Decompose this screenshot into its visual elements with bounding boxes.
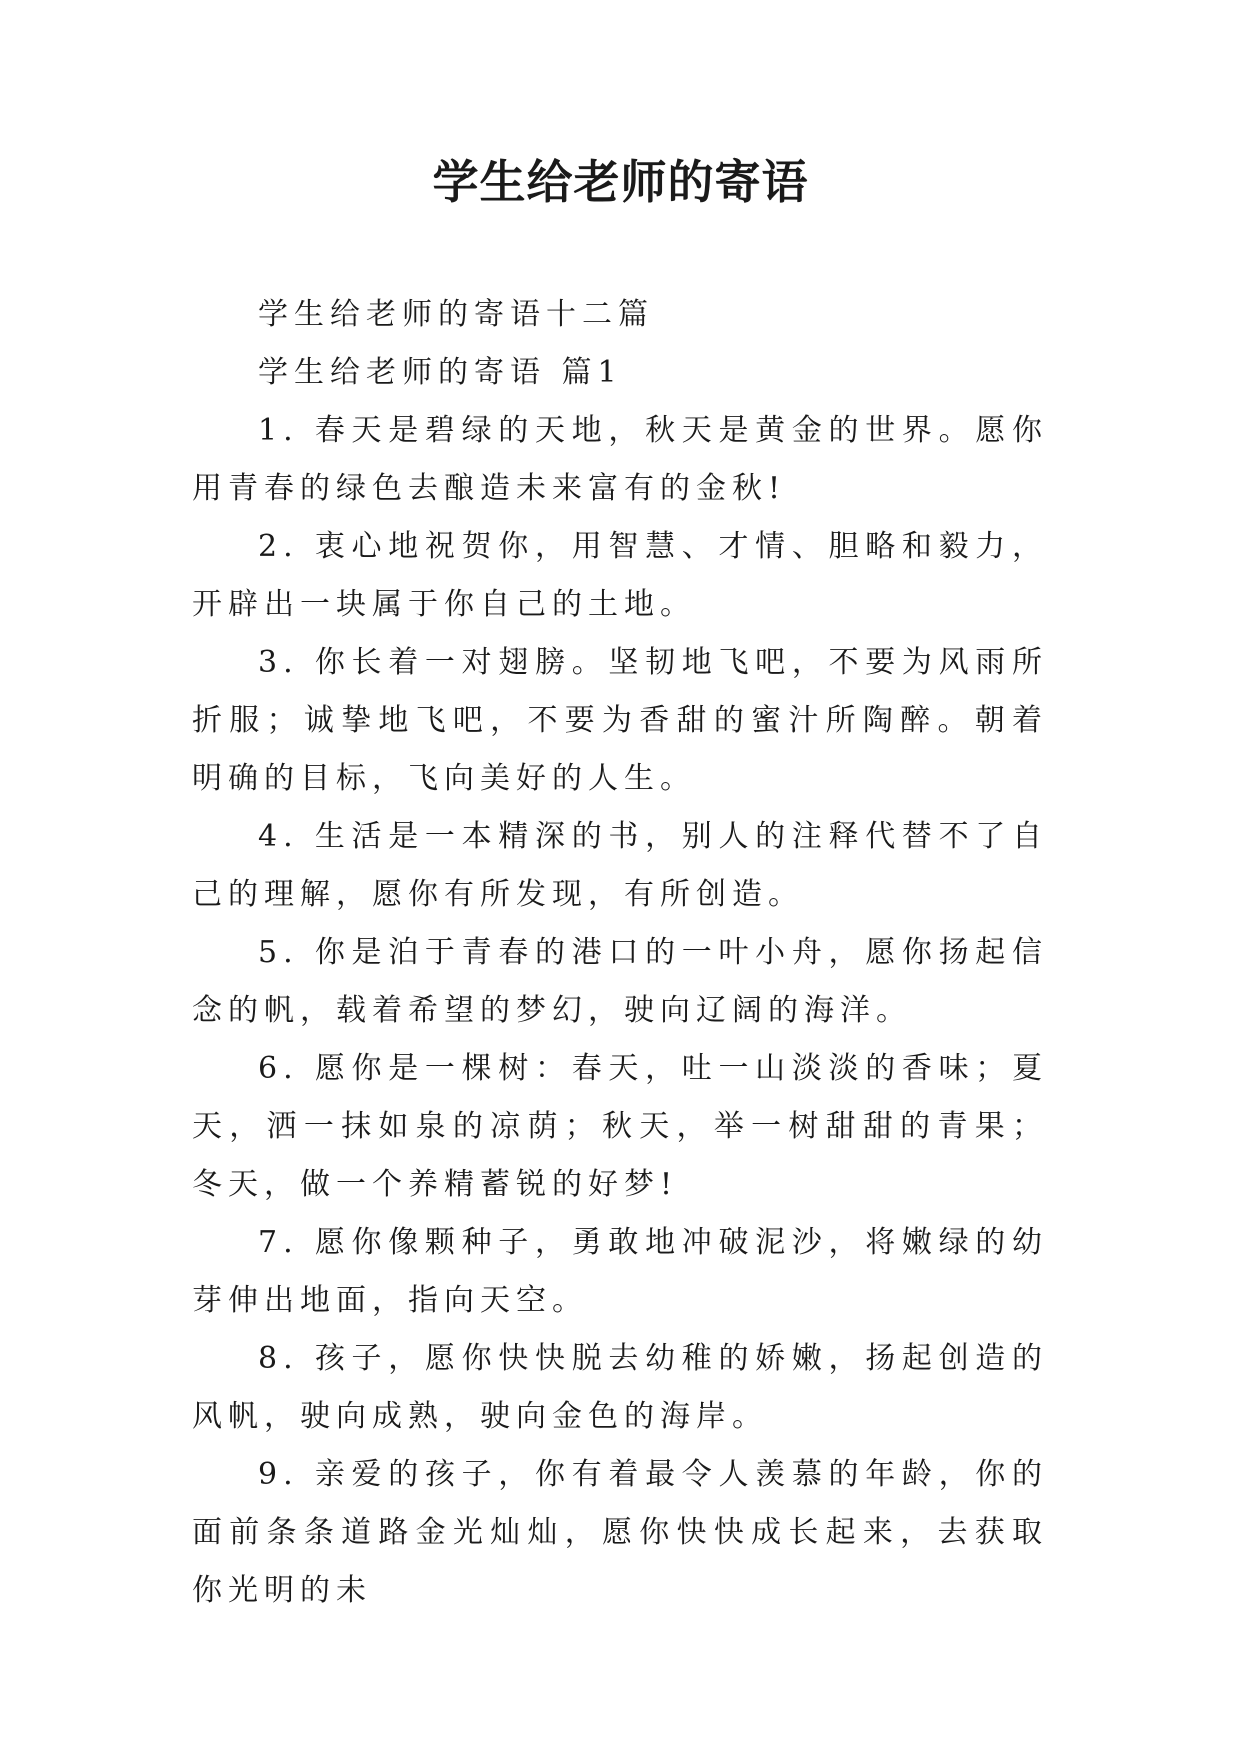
body-paragraph-1: 1. 春天是碧绿的天地，秋天是黄金的世界。愿你用青春的绿色去酿造未来富有的金秋! (192, 413, 1048, 506)
document-title: 学生给老师的寄语 (432, 155, 809, 209)
body-paragraph-8: 8. 孩子，愿你快快脱去幼稚的娇嫩，扬起创造的风帆，驶向成熟，驶向金色的海岸。 (192, 1341, 1048, 1434)
body-paragraph-7: 7. 愿你像颗种子，勇敢地冲破泥沙，将嫩绿的幼芽伸出地面，指向天空。 (192, 1225, 1048, 1318)
body-paragraph-5: 5. 你是泊于青春的港口的一叶小舟，愿你扬起信念的帆，载着希望的梦幻，驶向辽阔的海洋。 (192, 935, 1048, 1028)
subtitle-paragraph: 学生给老师的寄语十二篇 (258, 297, 654, 332)
body-paragraph-9: 9. 亲爱的孩子，你有着最令人羡慕的年龄，你的面前条条道路金光灿灿，愿你快快成长起来，去获取你光明的未 (192, 1457, 1048, 1608)
body-paragraph-6: 6. 愿你是一棵树：春天，吐一山淡淡的香味；夏天，洒一抹如泉的凉荫；秋天，举一树甜甜的青果；冬天，做一个养精蓄锐的好梦! (192, 1051, 1048, 1202)
body-paragraph-4: 4. 生活是一本精深的书，别人的注释代替不了自己的理解，愿你有所发现，有所创造。 (192, 819, 1048, 912)
document-body (192, 286, 1048, 1620)
body-paragraph-2: 2. 衷心地祝贺你，用智慧、才情、胆略和毅力，开辟出一块属于你自己的土地。 (192, 529, 1048, 622)
section-heading: 学生给老师的寄语 篇1 (258, 355, 623, 390)
body-paragraph-3: 3. 你长着一对翅膀。坚韧地飞吧，不要为风雨所折服；诚挚地飞吧，不要为香甜的蜜汁所陶醉。朝着明确的目标，飞向美好的人生。 (192, 645, 1048, 796)
